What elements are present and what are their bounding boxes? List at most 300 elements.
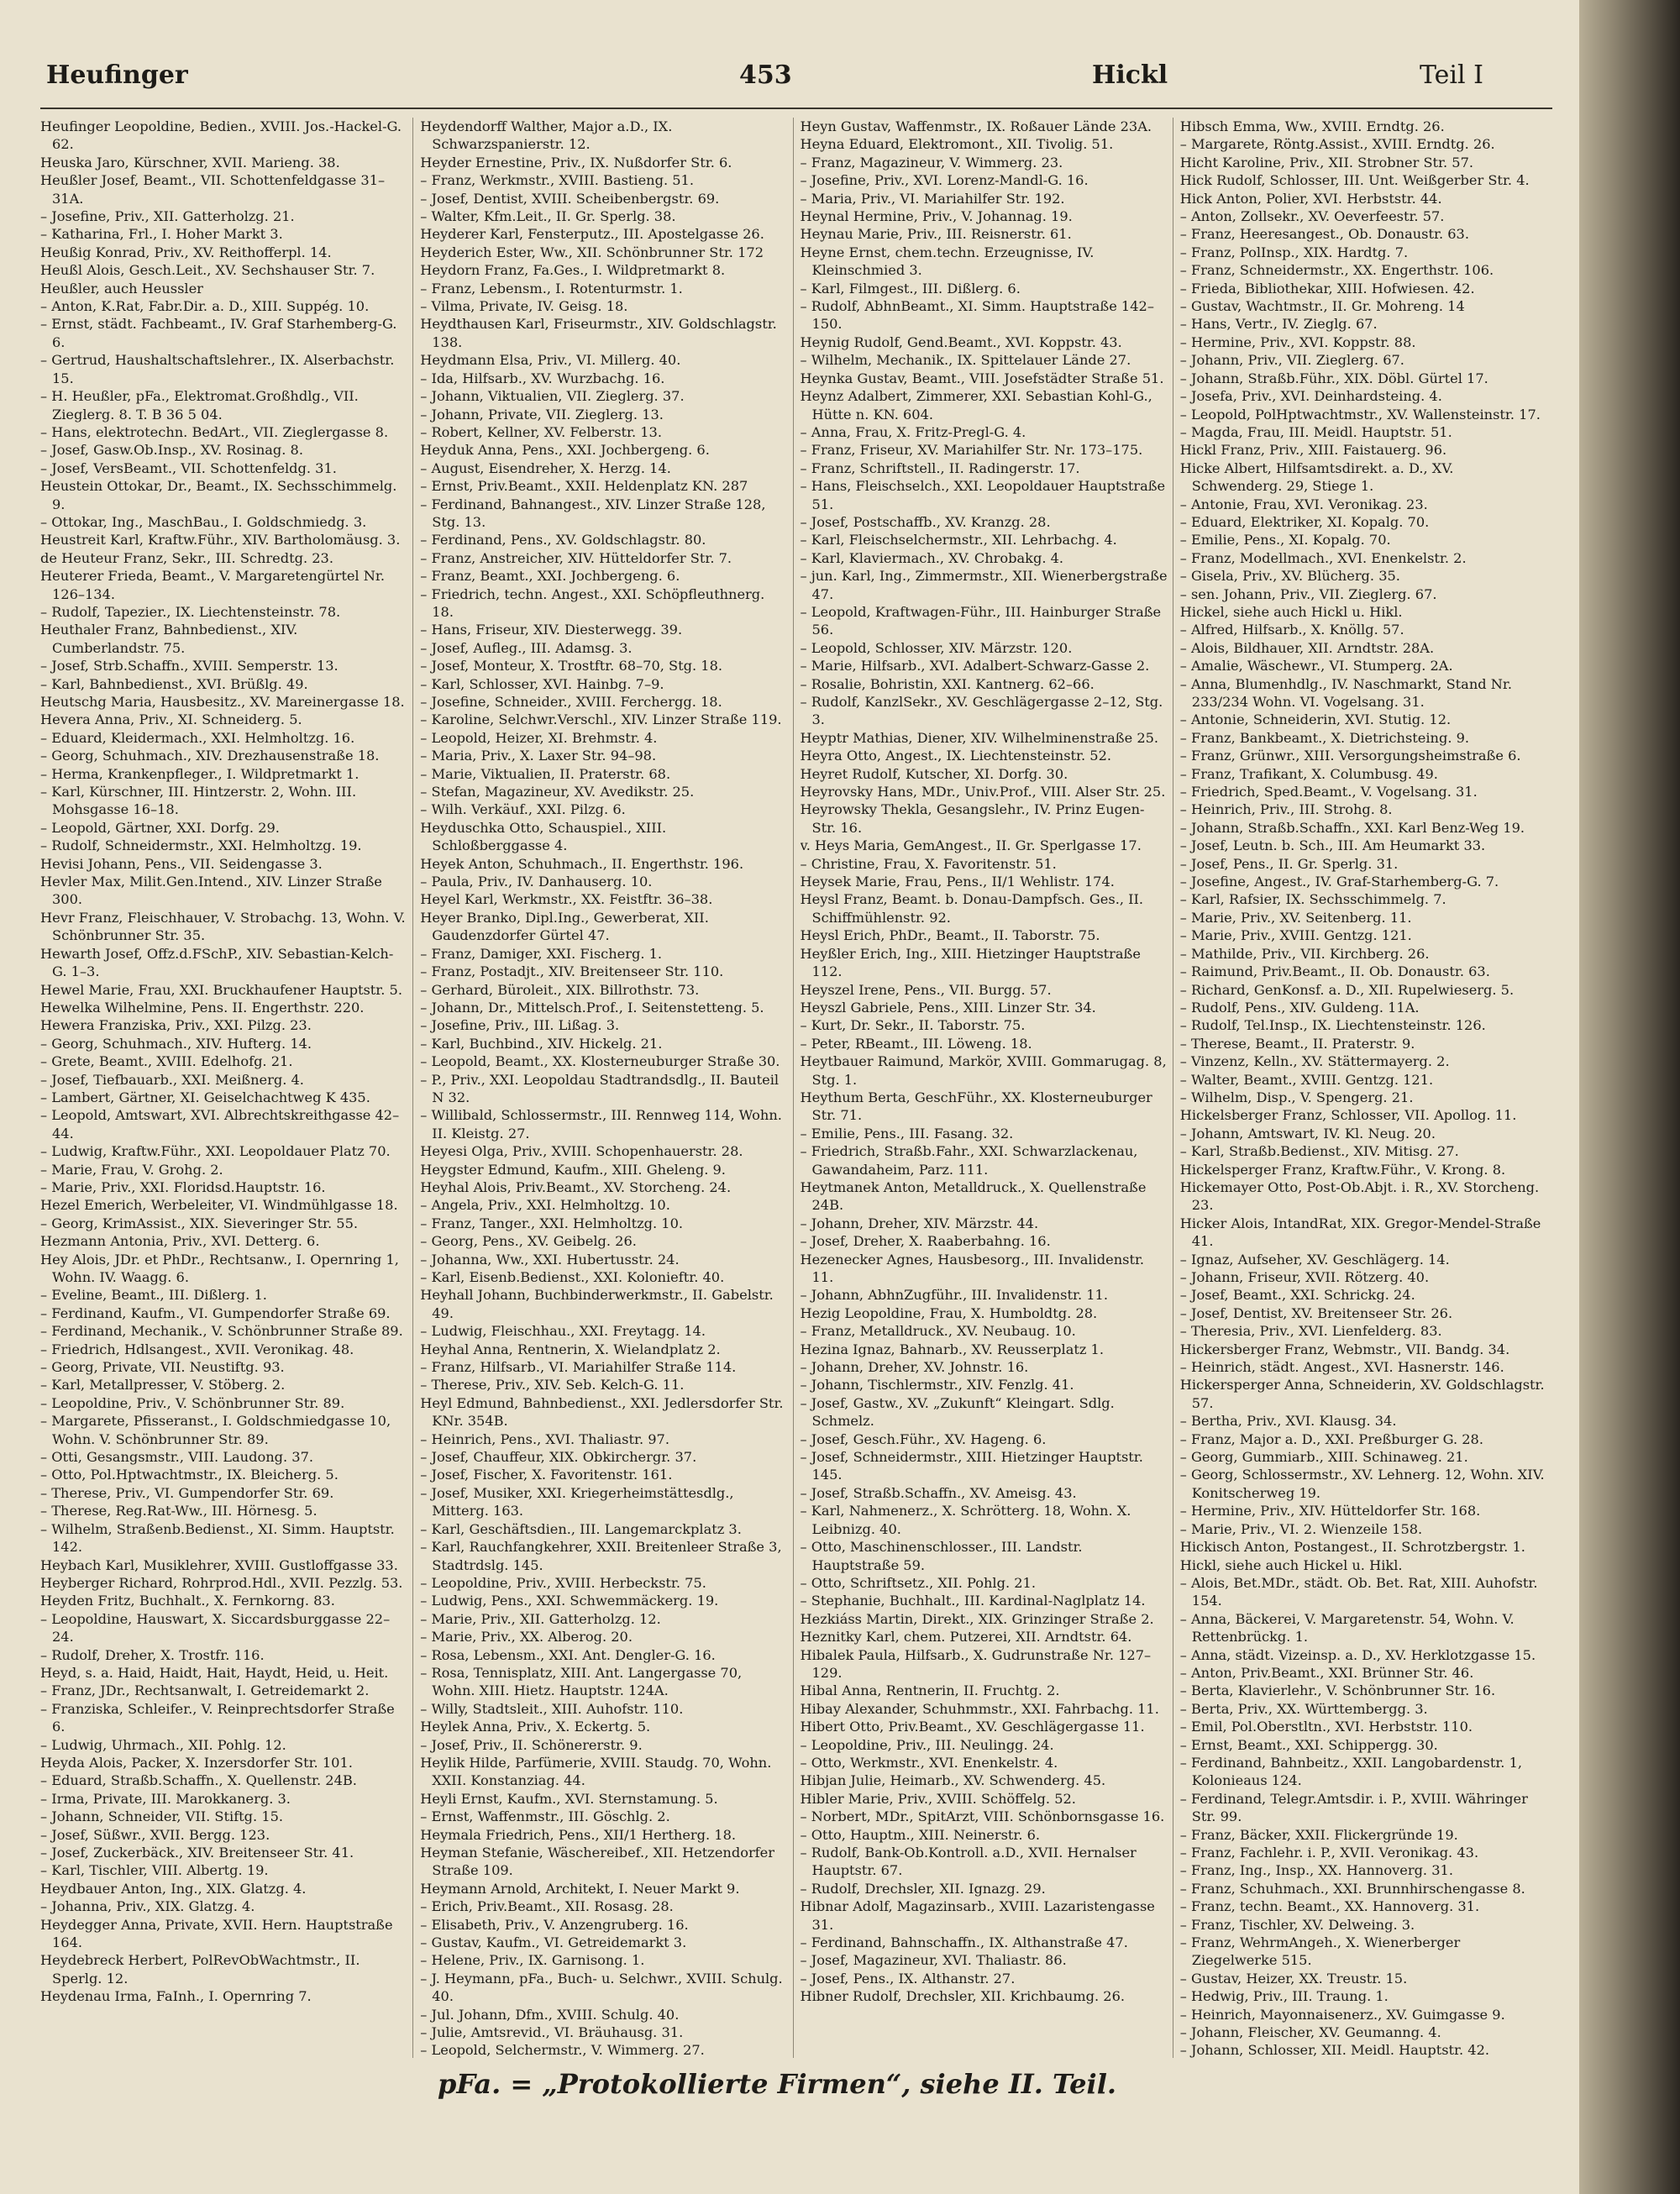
directory-entry: – Gisela, Priv., XV. Blücherg. 35. <box>1179 568 1400 585</box>
directory-entry: – Johann, AbhnZugführ., III. Invalidenstr. 11. <box>800 1287 1108 1304</box>
directory-entry: – Wilhelm, Disp., V. Spengerg. 21. <box>1179 1089 1414 1105</box>
directory-entry: – J. Heymann, pFa., Buch- u. Selchwr., XVIII. Schulg. 40. <box>420 1970 783 2005</box>
directory-entry: – Anna, Blumenhdlg., IV. Naschmarkt, Stand Nr. 233/234 Wohn. VI. Vogelsang. 31. <box>1179 675 1513 710</box>
directory-entry: – Johanna, Ww., XXI. Hubertusstr. 24. <box>420 1251 680 1268</box>
directory-entry: – Emilie, Pens., XI. Kopalg. 70. <box>1179 532 1391 548</box>
directory-entry: Hewera Franziska, Priv., XXI. Pilzg. 23. <box>40 1017 312 1034</box>
directory-entry: – Josefine, Angest., IV. Graf-Starhemberg-G. 7. <box>1179 874 1499 890</box>
directory-entry: Heußler Josef, Beamt., VII. Schottenfeldgasse 31–31A. <box>40 172 386 207</box>
directory-entry: – Otto, Schriftsetz., XII. Pohlg. 21. <box>800 1574 1036 1591</box>
directory-entry: – Leopold, Gärtner, XXI. Dorfg. 29. <box>40 819 280 836</box>
directory-entry: – Franz, Heeresangest., Ob. Donaustr. 63. <box>1179 226 1469 243</box>
directory-entry: – Wilh. Verkäuf., XXI. Pilzg. 6. <box>420 801 626 818</box>
directory-entry: – Christine, Frau, X. Favoritenstr. 51. <box>800 855 1057 872</box>
directory-entry: – Marie, Priv., XVIII. Gentzg. 121. <box>1179 927 1412 944</box>
directory-entry: Heylik Hilde, Parfümerie, XVIII. Staudg. 70, Wohn. XXII. Konstanziag. 44. <box>420 1754 772 1789</box>
directory-entry: – P., Priv., XXI. Leopoldau Stadtrandsdlg., II. Bauteil N 32. <box>420 1071 780 1105</box>
directory-entry: Heuterer Frieda, Beamt., V. Margaretengürtel Nr. 126–134. <box>40 568 386 602</box>
directory-entry: – Hedwig, Priv., III. Traung. 1. <box>1179 1988 1389 2005</box>
directory-entry: Heyel Karl, Werkmstr., XX. Feistftr. 36–38. <box>420 891 713 908</box>
directory-entry: Hickl, siehe auch Hickel u. Hikl. <box>1179 1556 1403 1573</box>
directory-entry: – Therese, Beamt., II. Praterstr. 9. <box>1179 1035 1415 1052</box>
directory-entry: – Johann, Tischlermstr., XIV. Fenzlg. 41. <box>800 1377 1074 1394</box>
directory-entry: – Leopoldine, Priv., XVIII. Herbeckstr. 75. <box>420 1574 706 1591</box>
column-2 <box>420 118 793 2058</box>
directory-entry: – Bertha, Priv., XVI. Klausg. 34. <box>1179 1413 1397 1430</box>
directory-entry: – Franz, Trafikant, X. Columbusg. 49. <box>1179 765 1438 782</box>
directory-entry: Heyder Ernestine, Priv., IX. Nußdorfer Str. 6. <box>420 154 732 171</box>
directory-entry: – Gustav, Heizer, XX. Treustr. 15. <box>1179 1970 1408 1987</box>
directory-entry: – Willibald, Schlossermstr., III. Rennweg 114, Wohn. II. Kleistg. 27. <box>420 1107 782 1142</box>
directory-entry: Heydorn Franz, Fa.Ges., I. Wildpretmarkt 8. <box>420 262 726 279</box>
directory-entry: – Franz, Friseur, XV. Mariahilfer Str. Nr. 173–175. <box>800 442 1143 459</box>
directory-entry: – Marie, Viktualien, II. Praterstr. 68. <box>420 765 671 782</box>
directory-entry: Heyna Eduard, Elektromont., XII. Tivolig. 51. <box>800 136 1114 153</box>
directory-entry: – Johann, Dr., Mittelsch.Prof., I. Seitenstetteng. 5. <box>420 999 764 1016</box>
directory-entry: – Otto, Maschinenschlosser., III. Landstr. Hauptstraße 59. <box>800 1539 1083 1573</box>
directory-entry: Hibert Otto, Priv.Beamt., XV. Geschlägergasse 11. <box>800 1719 1145 1735</box>
directory-entry: Hickelsberger Franz, Schlosser, VII. Apollog. 11. <box>1179 1107 1517 1124</box>
directory-entry: – Herma, Krankenpfleger., I. Wildpretmarkt 1. <box>40 765 360 782</box>
directory-entry: – Josef, Fischer, X. Favoritenstr. 161. <box>420 1467 673 1483</box>
directory-entry: – Leopold, Beamt., XX. Klosterneuburger Straße 30. <box>420 1053 780 1070</box>
directory-entry: – Frieda, Bibliothekar, XIII. Hofwiesen. 42. <box>1179 280 1475 297</box>
directory-entry: – Franz, JDr., Rechtsanwalt, I. Getreidemarkt 2. <box>40 1682 370 1699</box>
directory-entry: – Friedrich, Sped.Beamt., V. Vogelsang. 31. <box>1179 784 1478 800</box>
directory-entry: – Eduard, Straßb.Schaffn., X. Quellenstr. 24B. <box>40 1772 357 1789</box>
directory-entry: – Josefine, Schneider., XVIII. Ferchergg. 18. <box>420 694 722 710</box>
directory-entry: – Margarete, Pfisseranst., I. Goldschmiedgasse 10, Wohn. V. Schönbrunner Str. 89. <box>40 1413 391 1447</box>
directory-entry: de Heuteur Franz, Sekr., III. Schredtg. 23. <box>40 549 333 566</box>
directory-entry: – Maria, Priv., X. Laxer Str. 94–98. <box>420 748 657 764</box>
directory-entry: – Josefine, Priv., III. Lißag. 3. <box>420 1017 620 1034</box>
directory-entry: – Heinrich, städt. Angest., XVI. Hasnerstr. 146. <box>1179 1359 1504 1376</box>
directory-entry: – Grete, Beamt., XVIII. Edelhofg. 21. <box>40 1053 293 1070</box>
directory-entry: – Ferdinand, Telegr.Amtsdir. i. P., XVIII. Währinger Str. 99. <box>1179 1790 1528 1825</box>
directory-entry: – Friedrich, Straßb.Fahr., XXI. Schwarzlackenau, Gawandaheim, Parz. 111. <box>800 1143 1138 1178</box>
directory-entry: – Eduard, Kleidermach., XXI. Helmholtzg. 16. <box>40 729 355 746</box>
directory-entry: – Karl, Nahmenerz., X. Schrötterg. 18, Wohn. X. Leibnizg. 40. <box>800 1503 1131 1537</box>
directory-entry: – Stefan, Magazineur, XV. Avedikstr. 25. <box>420 784 695 800</box>
directory-entry: – Ludwig, Kraftw.Führ., XXI. Leopoldauer Platz 70. <box>40 1143 391 1160</box>
directory-entry: Hevera Anna, Priv., XI. Schneiderg. 5. <box>40 711 302 728</box>
directory-entry: – Hermine, Priv., XIV. Hütteldorfer Str. 168. <box>1179 1503 1481 1520</box>
directory-entry: – Ernst, Beamt., XXI. Schippergg. 30. <box>1179 1736 1438 1753</box>
directory-entry: – Helene, Priv., IX. Garnisong. 1. <box>420 1952 645 1969</box>
directory-entry: Hey Alois, JDr. et PhDr., Rechtsanw., I. Opernring 1, Wohn. IV. Waagg. 6. <box>40 1251 399 1285</box>
directory-entry: – Gustav, Kaufm., VI. Getreidemarkt 3. <box>420 1934 687 1951</box>
directory-entry: Hezkiáss Martin, Direkt., XIX. Grinzinger Straße 2. <box>800 1610 1154 1627</box>
directory-entry: – Otto, Hauptm., XIII. Neinerstr. 6. <box>800 1826 1041 1843</box>
directory-entry: – Anton, Zollsekr., XV. Oeverfeestr. 57. <box>1179 208 1445 225</box>
directory-entry: Heußler, auch Heussler <box>40 280 203 297</box>
directory-entry: Hibsch Emma, Ww., XVIII. Erndtg. 26. <box>1179 118 1445 134</box>
directory-entry: – Rosa, Tennisplatz, XIII. Ant. Langergasse 70, Wohn. XIII. Hietz. Hauptstr. 124A. <box>420 1664 743 1699</box>
directory-entry: – Katharina, Frl., I. Hoher Markt 3. <box>40 226 283 243</box>
directory-entry: Hickelsperger Franz, Kraftw.Führ., V. Krong. 8. <box>1179 1161 1506 1178</box>
directory-entry: – Josef, Aufleg., III. Adamsg. 3. <box>420 639 633 656</box>
directory-entry: – jun. Karl, Ing., Zimmermstr., XII. Wienerbergstraße 47. <box>800 568 1168 602</box>
directory-entry: – Karl, Kürschner, III. Hintzerstr. 2, Wohn. III. Mohsgasse 16–18. <box>40 784 357 818</box>
directory-entry: – Josefine, Priv., XVI. Lorenz-Mandl-G. 16. <box>800 172 1089 189</box>
directory-entry: – Marie, Hilfsarb., XVI. Adalbert-Schwarz-Gasse 2. <box>800 658 1150 674</box>
page-number: 453 <box>739 60 792 90</box>
directory-entry: – Karl, Eisenb.Bedienst., XXI. Kolonieftr. 40. <box>420 1269 725 1285</box>
directory-entry: Heußl Alois, Gesch.Leit., XV. Sechshauser Str. 7. <box>40 262 375 279</box>
directory-entry: – Therese, Reg.Rat-Ww., III. Hörnesg. 5. <box>40 1503 318 1520</box>
directory-entry: – Hans, Friseur, XIV. Diesterwegg. 39. <box>420 622 683 638</box>
directory-entry: Heyli Ernst, Kaufm., XVI. Sternstamung. 5. <box>420 1790 718 1807</box>
directory-entry: – Leopold, Schlosser, XIV. Märzstr. 120. <box>800 639 1073 656</box>
directory-entry: – Ernst, Priv.Beamt., XXII. Heldenplatz KN. 287 <box>420 478 748 495</box>
directory-entry: – Otto, Werkmstr., XVI. Enenkelstr. 4. <box>800 1754 1058 1771</box>
directory-entry: – sen. Johann, Priv., VII. Zieglerg. 67. <box>1179 585 1437 602</box>
directory-entry: Heydbauer Anton, Ing., XIX. Glatzg. 4. <box>40 1880 307 1897</box>
directory-entry: Hickl Franz, Priv., XIII. Faistauerg. 96. <box>1179 442 1447 459</box>
directory-entry: – Julie, Amtsrevid., VI. Bräuhausg. 31. <box>420 2024 684 2041</box>
directory-entry: – Heinrich, Pens., XVI. Thaliastr. 97. <box>420 1430 669 1447</box>
directory-entry: – Stephanie, Buchhalt., III. Kardinal-Naglplatz 14. <box>800 1593 1146 1609</box>
directory-entry: Heylek Anna, Priv., X. Eckertg. 5. <box>420 1719 651 1735</box>
directory-entry: – Karl, Straßb.Bedienst., XIV. Mitisg. 27. <box>1179 1143 1459 1160</box>
footer-note: pFa. = „Protokollierte Firmen“, siehe II. Teil. <box>438 2068 1116 2100</box>
directory-entry: Heznitky Karl, chem. Putzerei, XII. Arndtstr. 64. <box>800 1629 1132 1646</box>
directory-entry: – Antonie, Schneiderin, XVI. Stutig. 12. <box>1179 711 1452 728</box>
directory-entry: – Karl, Rauchfangkehrer, XXII. Breitenleer Straße 3, Stadtrdslg. 145. <box>420 1539 782 1573</box>
directory-entry: – Karl, Bahnbedienst., XVI. Brüßlg. 49. <box>40 675 308 692</box>
directory-entry: Heyderer Karl, Fensterputz., III. Apostelgasse 26. <box>420 226 764 243</box>
directory-entry: Heytmanek Anton, Metalldruck., X. Quellenstraße 24B. <box>800 1178 1147 1214</box>
directory-entry: – Marie, Priv., XII. Gatterholzg. 12. <box>420 1610 661 1627</box>
directory-entry: Heyrovsky Hans, MDr., Univ.Prof., VIII. Alser Str. 25. <box>800 784 1166 800</box>
directory-entry: – Josef, Monteur, X. Trostftr. 68–70, Stg. 18. <box>420 658 723 674</box>
directory-entry: – Karl, Schlosser, XVI. Hainbg. 7–9. <box>420 675 664 692</box>
directory-entry: Hevler Max, Milit.Gen.Intend., XIV. Linzer Straße 300. <box>40 874 382 908</box>
directory-entry: Hibner Rudolf, Drechsler, XII. Krichbaumg. 26. <box>800 1988 1126 2005</box>
directory-entry: – Raimund, Priv.Beamt., II. Ob. Donaustr. 63. <box>1179 963 1490 980</box>
directory-entry: – Josef, Tiefbauarb., XXI. Meißnerg. 4. <box>40 1071 304 1088</box>
directory-entry: – Josef, Pens., II. Gr. Sperlg. 31. <box>1179 855 1399 872</box>
directory-entry: – Franz, Werkmstr., XVIII. Bastieng. 51. <box>420 172 694 189</box>
directory-entry: – Peter, RBeamt., III. Löweng. 18. <box>800 1035 1032 1052</box>
directory-entry: – Franz, PolInsp., XIX. Hardtg. 7. <box>1179 244 1409 260</box>
directory-entry: – Rudolf, Bank-Ob.Kontroll. a.D., XVII. Hernalser Hauptstr. 67. <box>800 1845 1137 1879</box>
directory-entry: – Leopoldine, Priv., V. Schönbrunner Str. 89. <box>40 1394 345 1411</box>
header-last-entry: Hickl <box>1092 60 1168 90</box>
directory-entry: – Emil, Pol.Oberstltn., XVI. Herbststr. 110. <box>1179 1719 1473 1735</box>
directory-entry: Heyra Otto, Angest., IX. Liechtensteinstr. 52. <box>800 748 1112 764</box>
directory-entry: – Rosa, Lebensm., XXI. Ant. Dengler-G. 16. <box>420 1646 716 1663</box>
directory-entry: – Marie, Priv., VI. 2. Wienzeile 158. <box>1179 1520 1423 1537</box>
directory-entry: Hezenecker Agnes, Hausbesorg., III. Invalidenstr. 11. <box>800 1251 1145 1285</box>
directory-entry: – Rudolf, Schneidermstr., XXI. Helmholtzg. 19. <box>40 837 362 854</box>
directory-entry: Heydendorff Walther, Major a.D., IX. Schwarzspanierstr. 12. <box>420 118 673 153</box>
directory-entry: – Johann, Straßb.Schaffn., XXI. Karl Benz-Weg 19. <box>1179 819 1525 836</box>
directory-entry: – Franz, Grünwr., XIII. Versorgungsheimstraße 6. <box>1179 748 1521 764</box>
directory-entry: Hibalek Paula, Hilfsarb., X. Gudrunstraße Nr. 127–129. <box>800 1646 1152 1681</box>
directory-entry: – Hans, Vertr., IV. Zieglg. 67. <box>1179 316 1378 333</box>
directory-entry: Heynz Adalbert, Zimmerer, XXI. Sebastian Kohl-G., Hütte n. KN. 604. <box>800 388 1152 423</box>
directory-entry: – Elisabeth, Priv., V. Anzengruberg. 16. <box>420 1916 689 1933</box>
directory-entry: – Johann, Amtswart, IV. Kl. Neug. 20. <box>1179 1125 1436 1142</box>
directory-entry: – Eduard, Elektriker, XI. Kopalg. 70. <box>1179 513 1430 530</box>
directory-entry: – Josef, Chauffeur, XIX. Obkirchergr. 37. <box>420 1449 697 1466</box>
directory-entry: Heyduschka Otto, Schauspiel., XIII. Schloßberggasse 4. <box>420 819 667 854</box>
directory-entry: – Marie, Priv., XX. Alberog. 20. <box>420 1629 633 1646</box>
directory-entry: – Hermine, Priv., XVI. Koppstr. 88. <box>1179 333 1416 350</box>
directory-entry: – Josef, Schneidermstr., XIII. Hietzinger Hauptstr. 145. <box>800 1449 1143 1483</box>
directory-entry: Heyn Gustav, Waffenmstr., IX. Roßauer Lände 23A. <box>800 118 1152 134</box>
directory-entry: Heydegger Anna, Private, XVII. Hern. Hauptstraße 164. <box>40 1916 393 1951</box>
book-edge <box>1579 0 1680 2194</box>
directory-entry: Heyman Stefanie, Wäschereibef., XII. Hetzendorfer Straße 109. <box>420 1845 774 1879</box>
directory-entry: – Leopold, PolHptwachtmstr., XV. Wallensteinstr. 17. <box>1179 406 1541 423</box>
directory-entry: – Anna, städt. Vizeinsp. a. D., XV. Herklotzgasse 15. <box>1179 1646 1536 1663</box>
directory-entry: Heuthaler Franz, Bahnbedienst., XIV. Cumberlandstr. 75. <box>40 622 298 656</box>
directory-entry: – Franz, Bankbeamt., X. Dietrichsteing. 9. <box>1179 729 1470 746</box>
directory-entry: – Erich, Priv.Beamt., XII. Rosasg. 28. <box>420 1898 674 1915</box>
directory-entry: – H. Heußler, pFa., Elektromat.Großhdlg., VII. Zieglerg. 8. T. B 36 5 04. <box>40 388 359 423</box>
directory-entry: – Karl, Filmgest., III. Dißlerg. 6. <box>800 280 1021 297</box>
directory-entry: – Walter, Kfm.Leit., II. Gr. Sperlg. 38. <box>420 208 676 225</box>
directory-entry: – Vilma, Private, IV. Geisg. 18. <box>420 298 628 315</box>
directory-entry: – Rudolf, AbhnBeamt., XI. Simm. Hauptstraße 142–150. <box>800 298 1154 333</box>
directory-entry: Heygster Edmund, Kaufm., XIII. Gheleng. 9. <box>420 1161 726 1178</box>
directory-entry: – Franz, WehrmAngeh., X. Wienerberger Ziegelwerke 515. <box>1179 1934 1461 1969</box>
directory-entry: – Robert, Kellner, XV. Felberstr. 13. <box>420 423 663 440</box>
directory-entry: Heyßler Erich, Ing., XIII. Hietzinger Hauptstraße 112. <box>800 945 1141 980</box>
directory-entry: – Vinzenz, Kelln., XV. Stättermayerg. 2. <box>1179 1053 1450 1070</box>
directory-entry: Heyhall Johann, Buchbinderwerkmstr., II. Gabelstr. 49. <box>420 1287 774 1321</box>
directory-entry: – Leopoldine, Priv., III. Neulingg. 24. <box>800 1736 1054 1753</box>
directory-entry: – Ferdinand, Kaufm., VI. Gumpendorfer Straße 69. <box>40 1304 391 1321</box>
directory-entry: Heymann Arnold, Architekt, I. Neuer Markt 9. <box>420 1880 740 1897</box>
directory-entry: Heynal Hermine, Priv., V. Johannag. 19. <box>800 208 1073 225</box>
directory-entry: Hezig Leopoldine, Frau, X. Humboldtg. 28. <box>800 1304 1098 1321</box>
directory-entry: – Franz, Modellmach., XVI. Enenkelstr. 2. <box>1179 549 1467 566</box>
directory-entry: Heyszel Irene, Pens., VII. Burgg. 57. <box>800 981 1052 998</box>
directory-entry: – Georg, KrimAssist., XIX. Sieveringer Str. 55. <box>40 1215 359 1231</box>
directory-entry: Heufinger Leopoldine, Bedien., XVIII. Jos.-Hackel-G. 62. <box>40 118 402 153</box>
directory-entry: – Johann, Friseur, XVII. Rötzerg. 40. <box>1179 1269 1430 1285</box>
directory-entry: Heyret Rudolf, Kutscher, XI. Dorfg. 30. <box>800 765 1068 782</box>
directory-entry: – Georg, Schuhmach., XIV. Hufterg. 14. <box>40 1035 312 1052</box>
directory-entry: – Ida, Hilfsarb., XV. Wurzbachg. 16. <box>420 370 665 386</box>
directory-entry: Hibjan Julie, Heimarb., XV. Schwenderg. 45. <box>800 1772 1106 1789</box>
directory-entry: – Marie, Priv., XXI. Floridsd.Hauptstr. 16. <box>40 1178 326 1195</box>
directory-entry: Hick Anton, Polier, XVI. Herbststr. 44. <box>1179 190 1442 207</box>
directory-entry: – Ludwig, Uhrmach., XII. Pohlg. 12. <box>40 1736 286 1753</box>
directory-entry: – Heinrich, Priv., III. Strohg. 8. <box>1179 801 1393 818</box>
directory-entry: – Franz, Anstreicher, XIV. Hütteldorfer Str. 7. <box>420 549 732 566</box>
directory-entry: – Antonie, Frau, XVI. Veronikag. 23. <box>1179 496 1428 512</box>
directory-entry: – Josef, Gastw., XV. „Zukunft“ Kleingart. Sdlg. Schmelz. <box>800 1394 1115 1430</box>
directory-entry: Heysl Erich, PhDr., Beamt., II. Taborstr. 75. <box>800 927 1100 944</box>
directory-entry: – Johann, Priv., VII. Zieglerg. 67. <box>1179 352 1404 369</box>
directory-entry: – Anton, K.Rat, Fabr.Dir. a. D., XIII. Suppég. 10. <box>40 298 370 315</box>
directory-entry: v. Heys Maria, GemAngest., II. Gr. Sperlgasse 17. <box>800 837 1142 854</box>
directory-entry: – Franziska, Schleifer., V. Reinprechtsdorfer Straße 6. <box>40 1700 395 1735</box>
directory-entry: – Anna, Bäckerei, V. Margaretenstr. 54, Wohn. V. Rettenbrückg. 1. <box>1179 1610 1515 1646</box>
directory-entry: – Karl, Metallpresser, V. Stöberg. 2. <box>40 1377 286 1394</box>
directory-entry: – Marie, Frau, V. Grohg. 2. <box>40 1161 223 1178</box>
directory-entry: – Alois, Bet.MDr., städt. Ob. Bet. Rat, XIII. Auhofstr. 154. <box>1179 1574 1538 1609</box>
directory-entry: Hicht Karoline, Priv., XII. Strobner Str. 57. <box>1179 154 1474 171</box>
header-first-entry: Heufinger <box>46 60 188 90</box>
directory-entry: – Eveline, Beamt., III. Dißlerg. 1. <box>40 1287 267 1304</box>
directory-entry: Heyszl Gabriele, Pens., XIII. Linzer Str. 34. <box>800 999 1096 1016</box>
directory-entry: Heyek Anton, Schuhmach., II. Engerthstr. 196. <box>420 855 744 872</box>
directory-entry: Hibal Anna, Rentnerin, II. Fruchtg. 2. <box>800 1682 1060 1699</box>
directory-entry: Heydenau Irma, FaInh., I. Opernring 7. <box>40 1988 312 2005</box>
directory-entry: – Norbert, MDr., SpitArzt, VIII. Schönbornsgasse 16. <box>800 1808 1165 1825</box>
directory-entry: – Johann, Schneider, VII. Stiftg. 15. <box>40 1808 284 1825</box>
directory-entry: Heyptr Mathias, Diener, XIV. Wilhelminenstraße 25. <box>800 729 1159 746</box>
directory-entry: – Karl, Tischler, VIII. Albertg. 19. <box>40 1862 269 1879</box>
directory-entry: – Franz, Schuhmach., XXI. Brunnhirschengasse 8. <box>1179 1880 1525 1897</box>
directory-entry: – Amalie, Wäschewr., VI. Stumperg. 2A. <box>1179 658 1453 674</box>
directory-entry: Heyduk Anna, Pens., XXI. Jochbergeng. 6. <box>420 442 710 459</box>
directory-entry: – Heinrich, Mayonnaisenerz., XV. Guimgasse 9. <box>1179 2006 1505 2023</box>
directory-entry: – Ottokar, Ing., MaschBau., I. Goldschmiedg. 3. <box>40 513 367 530</box>
directory-entry: – Josef, Straßb.Schaffn., XV. Ameisg. 43. <box>800 1484 1077 1501</box>
directory-entry: Heutschg Maria, Hausbesitz., XV. Mareinergasse 18. <box>40 694 405 710</box>
directory-entry: – Josef, Leutn. b. Sch., III. Am Heumarkt 33. <box>1179 837 1486 854</box>
directory-entry: – Josef, Dentist, XV. Breitenseer Str. 26. <box>1179 1304 1453 1321</box>
directory-entry: – Johann, Private, VII. Zieglerg. 13. <box>420 406 664 423</box>
directory-entry: – Josef, Gesch.Führ., XV. Hageng. 6. <box>800 1430 1047 1447</box>
directory-entry: Heyderich Ester, Ww., XII. Schönbrunner Str. 172 <box>420 244 764 260</box>
directory-entry: Hibay Alexander, Schuhmmstr., XXI. Fahrbachg. 11. <box>800 1700 1159 1717</box>
directory-entry: – Franz, Bäcker, XXII. Flickergründe 19. <box>1179 1826 1458 1843</box>
directory-entry: Heyesi Olga, Priv., XVIII. Schopenhauerstr. 28. <box>420 1143 743 1160</box>
directory-entry: Hezmann Antonia, Priv., XVI. Detterg. 6. <box>40 1233 320 1250</box>
directory-entry: Heyd, s. a. Haid, Haidt, Hait, Haydt, Heid, u. Heit. <box>40 1664 389 1681</box>
directory-entry: – Karl, Geschäftsdien., III. Langemarckplatz 3. <box>420 1520 742 1537</box>
directory-entry: Hickisch Anton, Postangest., II. Schrotzbergstr. 1. <box>1179 1539 1525 1556</box>
directory-entry: – Georg, Gummiarb., XIII. Schinaweg. 21. <box>1179 1449 1468 1466</box>
directory-entry: – Otto, Pol.Hptwachtmstr., IX. Bleicherg. 5. <box>40 1467 339 1483</box>
directory-entry: – Josef, Süßwr., XVII. Bergg. 123. <box>40 1826 270 1843</box>
directory-entry: – Paula, Priv., IV. Danhauserg. 10. <box>420 874 653 890</box>
directory-entry: – Rudolf, KanzlSekr., XV. Geschlägergasse 2–12, Stg. 3. <box>800 694 1163 728</box>
directory-entry: – Rudolf, Tel.Insp., IX. Liechtensteinstr. 126. <box>1179 1017 1486 1034</box>
directory-entry: – Rudolf, Tapezier., IX. Liechtensteinstr. 78. <box>40 603 341 620</box>
directory-entry: – Friedrich, techn. Angest., XXI. Schöpfleuthnerg. 18. <box>420 585 765 620</box>
directory-entry: Heußig Konrad, Priv., XV. Reithofferpl. 14. <box>40 244 332 260</box>
directory-entry: – Therese, Priv., VI. Gumpendorfer Str. 69. <box>40 1484 334 1501</box>
directory-entry: – Anna, Frau, X. Fritz-Pregl-G. 4. <box>800 423 1026 440</box>
directory-entry: – Josef, Dreher, X. Raaberbahng. 16. <box>800 1233 1051 1250</box>
directory-entry: – Kurt, Dr. Sekr., II. Taborstr. 75. <box>800 1017 1026 1034</box>
directory-entry: – Josef, Gasw.Ob.Insp., XV. Rosinag. 8. <box>40 442 304 459</box>
directory-entry: – Franz, Major a. D., XXI. Preßburger G. 28. <box>1179 1430 1484 1447</box>
directory-entry: – Marie, Priv., XV. Seitenberg. 11. <box>1179 909 1412 926</box>
directory-entry: – Georg, Private, VII. Neustiftg. 93. <box>40 1359 285 1376</box>
directory-entry: Heyberger Richard, Rohrprod.Hdl., XVII. Pezzlg. 53. <box>40 1574 403 1591</box>
column-4 <box>1180 118 1552 2058</box>
directory-entry: – Leopold, Kraftwagen-Führ., III. Hainburger Straße 56. <box>800 603 1162 638</box>
directory-entry: – Ferdinand, Bahnbeitz., XXII. Langobardenstr. 1, Kolonieaus 124. <box>1179 1754 1523 1789</box>
directory-entry: – Franz, Tanger., XXI. Helmholtzg. 10. <box>420 1215 684 1231</box>
directory-entry: Hewelka Wilhelmine, Pens. II. Engerthstr. 220. <box>40 999 365 1016</box>
directory-entry: – Josef, Dentist, XVIII. Scheibenbergstr. 69. <box>420 190 720 207</box>
header-part: Teil I <box>1420 60 1484 90</box>
directory-entry: – Franz, Magazineur, V. Wimmerg. 23. <box>800 154 1063 171</box>
directory-entry: – Ferdinand, Bahnschaffn., IX. Althanstraße 47. <box>800 1934 1128 1951</box>
directory-entry: – Walter, Beamt., XVIII. Gentzg. 121. <box>1179 1071 1434 1088</box>
directory-entry: – Rudolf, Drechsler, XII. Ignazg. 29. <box>800 1880 1046 1897</box>
directory-entry: – Ludwig, Pens., XXI. Schwemmäckerg. 19. <box>420 1593 719 1609</box>
directory-entry: Heysl Franz, Beamt. b. Donau-Dampfsch. Ges., II. Schiffmühlenstr. 92. <box>800 891 1144 926</box>
directory-entry: – Leopold, Amtswart, XVI. Albrechtskreithgasse 42–44. <box>40 1107 400 1142</box>
directory-entry: Heyhal Alois, Priv.Beamt., XV. Storcheng. 24. <box>420 1178 732 1195</box>
directory-entry: – Ignaz, Aufseher, XV. Geschlägerg. 14. <box>1179 1251 1450 1268</box>
directory-entry: Heynka Gustav, Beamt., VIII. Josefstädter Straße 51. <box>800 370 1164 386</box>
directory-entry: Heybach Karl, Musiklehrer, XVIII. Gustloffgasse 33. <box>40 1556 398 1573</box>
directory-entry: – Franz, Lebensm., I. Rotenturmstr. 1. <box>420 280 683 297</box>
directory-entry: – Margarete, Röntg.Assist., XVIII. Erndtg. 26. <box>1179 136 1495 153</box>
directory-entry: – Lambert, Gärtner, XI. Geiselchachtweg K 435. <box>40 1089 370 1105</box>
directory-entry: – Angela, Priv., XXI. Helmholtzg. 10. <box>420 1197 670 1214</box>
directory-entry: – Jul. Johann, Dfm., XVIII. Schulg. 40. <box>420 2006 680 2023</box>
directory-entry: – Berta, Priv., XX. Württembergg. 3. <box>1179 1700 1428 1717</box>
directory-entry: – Ernst, städt. Fachbeamt., IV. Graf Starhemberg-G. 6. <box>40 316 397 350</box>
directory-entry: – Mathilde, Priv., VII. Kirchberg. 26. <box>1179 945 1430 962</box>
directory-entry: – Johanna, Priv., XIX. Glatzg. 4. <box>40 1898 255 1915</box>
directory-entry: Heyhal Anna, Rentnerin, X. Wielandplatz 2. <box>420 1341 721 1357</box>
directory-entry: – Franz, Damiger, XXI. Fischerg. 1. <box>420 945 663 962</box>
header-rule <box>40 108 1552 109</box>
directory-entry: – Rudolf, Pens., XIV. Guldeng. 11A. <box>1179 999 1420 1016</box>
directory-entry: – Ernst, Waffenmstr., III. Göschlg. 2. <box>420 1808 670 1825</box>
directory-entry: Hick Rudolf, Schlosser, III. Unt. Weißgerber Str. 4. <box>1179 172 1530 189</box>
directory-entry: Heyl Edmund, Bahnbedienst., XXI. Jedlersdorfer Str. KNr. 354B. <box>420 1394 784 1430</box>
directory-entry: – Josef, Zuckerbäck., XIV. Breitenseer Str. 41. <box>40 1845 354 1861</box>
directory-entry: Hewel Marie, Frau, XXI. Bruckhaufener Hauptstr. 5. <box>40 981 402 998</box>
directory-entry: – Georg, Schlossermstr., XV. Lehnerg. 12, Wohn. XIV. Konitscherweg 19. <box>1179 1467 1545 1501</box>
directory-entry: – Josef, Magazineur, XVI. Thaliastr. 86. <box>800 1952 1067 1969</box>
directory-entry: – Georg, Pens., XV. Geibelg. 26. <box>420 1233 637 1250</box>
directory-entry: – August, Eisendreher, X. Herzg. 14. <box>420 459 671 476</box>
directory-entry: Hewarth Josef, Offz.d.FSchP., XIV. Sebastian-Kelch-G. 1–3. <box>40 945 394 980</box>
directory-entry: – Leopold, Selchermstr., V. Wimmerg. 27. <box>420 2042 705 2058</box>
directory-entry: – Leopold, Heizer, XI. Brehmstr. 4. <box>420 729 658 746</box>
directory-entry: Heydmann Elsa, Priv., VI. Millerg. 40. <box>420 352 681 369</box>
column-3 <box>801 118 1173 2058</box>
directory-entry: – Josef, VersBeamt., VII. Schottenfeldg. 31. <box>40 459 337 476</box>
directory-entry: – Alfred, Hilfsarb., X. Knöllg. 57. <box>1179 622 1404 638</box>
directory-entry: Heythum Berta, GeschFühr., XX. Klosterneuburger Str. 71. <box>800 1089 1152 1124</box>
directory-entry: Hezina Ignaz, Bahnarb., XV. Reusserplatz 1. <box>800 1341 1104 1357</box>
directory-entry: Hickersperger Anna, Schneiderin, XV. Goldschlagstr. 57. <box>1179 1377 1545 1411</box>
directory-entry: – Josefine, Priv., XII. Gatterholzg. 21. <box>40 208 295 225</box>
directory-entry: – Josef, Pens., IX. Althanstr. 27. <box>800 1970 1016 1987</box>
directory-entry: – Josefa, Priv., XVI. Deinhardsteing. 4. <box>1179 388 1442 405</box>
directory-entry: Heyda Alois, Packer, X. Inzersdorfer Str. 101. <box>40 1754 353 1771</box>
directory-entry: Hibler Marie, Priv., XVIII. Schöffelg. 52. <box>800 1790 1076 1807</box>
directory-entry: Hicke Albert, Hilfsamtsdirekt. a. D., XV. Schwenderg. 29, Stiege 1. <box>1179 459 1454 495</box>
directory-entry: – Franz, Ing., Insp., XX. Hannoverg. 31. <box>1179 1862 1453 1879</box>
directory-entry: – Johann, Straßb.Führ., XIX. Döbl. Gürtel 17. <box>1179 370 1488 386</box>
directory-entry: Hibnar Adolf, Magazinsarb., XVIII. Lazaristengasse 31. <box>800 1898 1155 1933</box>
directory-entry: – Ferdinand, Pens., XV. Goldschlagstr. 80. <box>420 532 706 548</box>
directory-entry: Heuska Jaro, Kürschner, XVII. Marieng. 38. <box>40 154 340 171</box>
directory-entry: – Hans, elektrotechn. BedArt., VII. Zieglergasse 8. <box>40 423 389 440</box>
directory-entry: – Magda, Frau, III. Meidl. Hauptstr. 51. <box>1179 423 1452 440</box>
directory-entry: – Rudolf, Dreher, X. Trostfr. 116. <box>40 1646 265 1663</box>
directory-entry: – Josef, Postschaffb., XV. Kranzg. 28. <box>800 513 1051 530</box>
